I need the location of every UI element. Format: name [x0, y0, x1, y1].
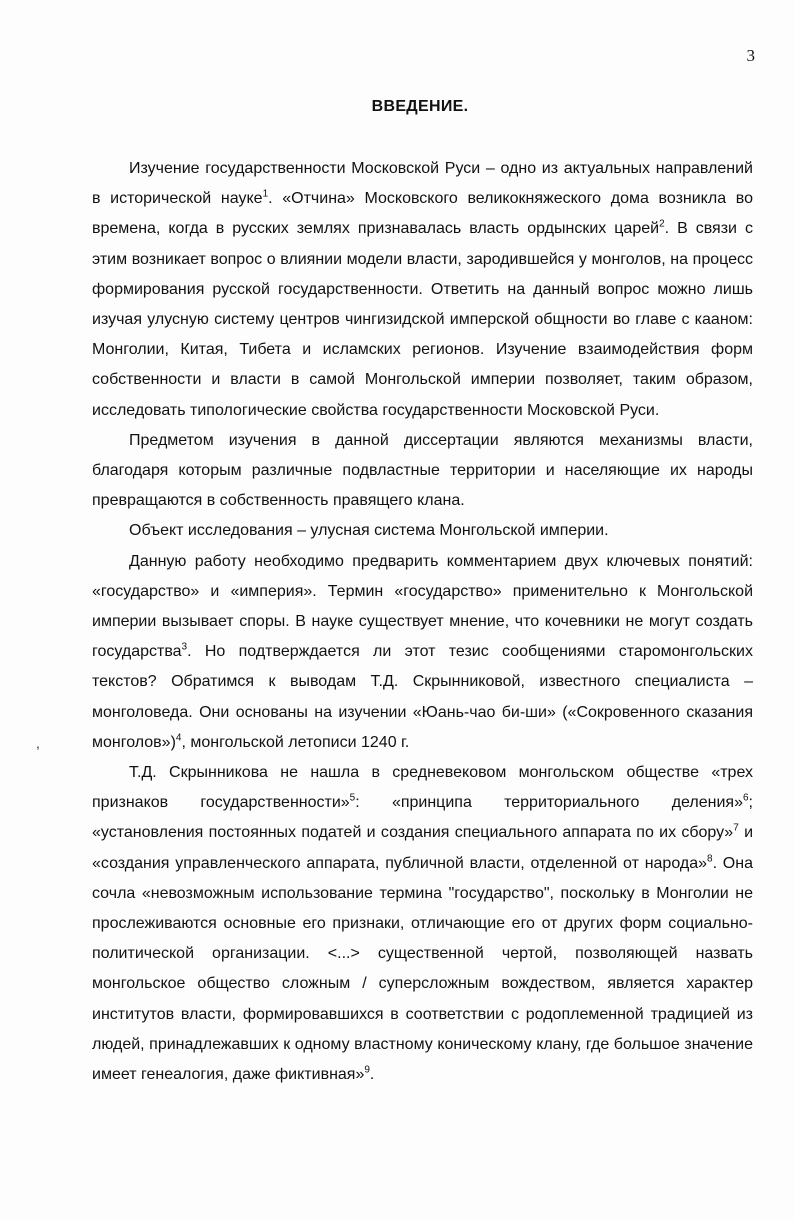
page-number: 3: [746, 46, 755, 65]
text-run: Т.Д. Скрынникова не нашла в средневековом монгольском обществе «трех признаков государственности»: [92, 764, 753, 812]
footnote-ref: 4: [175, 732, 182, 744]
paragraph-4: [92, 547, 753, 758]
footnote-ref: 3: [181, 641, 188, 653]
text-run: Изучение государственности Московской Руси – одно из актуальных направлений в исторической науке: [92, 160, 753, 208]
text-run: и «создания управленческого аппарата, публичной власти, отделенной от народа»: [92, 824, 754, 872]
text-run: . «Отчина» Московского великокняжеского дома возникла во времена, когда в русских землях признавалась власть ордынских царей: [92, 190, 753, 238]
text-run: . Она сочла «невозможным использование термина "государство", поскольку в Монголии не прослеживаются основные его признаки, отличающие его от других форм социально-политической организации. <...> существенной чертой, позволяющей назвать монгольское общество сложным / суперсложным вождеством, является характер институтов власти, формировавшихся в соответствии с родоплеменной традицией из людей, принадлежавших к одному властному коническому клану, где большое значение имеет генеалогия, даже фиктивная»: [92, 854, 753, 1084]
text-run: . В связи с этим возникает вопрос о влиянии модели власти, зародившейся у монголов, на процесс формирования русской государственности. Ответить на данный вопрос можно лишь изучая улусную систему центров чингизидской имперской общности во главе с кааном: Монголии, Китая, Тибета и исламских регионов. Изучение взаимодействия форм собственности и власти в самой Монгольской империи позволяет, таким образом, исследовать типологические свойства государственности Московской Руси.: [92, 220, 753, 419]
paragraph-3: Объект исследования – улусная система Монгольской империи.: [129, 522, 609, 540]
footnote-ref: 5: [349, 792, 356, 804]
section-heading: ВВЕДЕНИЕ.: [371, 98, 469, 115]
text-run: . Но подтверждается ли этот тезис сообщениями старомонгольских текстов? Обратимся к выводам Т.Д. Скрынниковой, известного специалиста – монголоведа. Они основаны на изучении «Юань-чао би-ши» («Сокровенного сказания монголов»): [92, 643, 753, 751]
text-run: ; «установления постоянных податей и создания специального аппарата по их сбору»: [92, 794, 753, 842]
paragraph-1: [92, 154, 753, 426]
margin-mark: ,: [36, 735, 40, 751]
paragraph-5: [92, 758, 753, 1090]
footnote-ref: 7: [733, 823, 739, 835]
footnote-ref: 1: [262, 188, 269, 200]
footnote-ref: 2: [659, 219, 665, 231]
body-text: [92, 154, 753, 1090]
footnote-ref: 8: [707, 853, 713, 865]
footnote-ref: 6: [742, 792, 749, 804]
text-run: , монгольской летописи 1240 г.: [181, 733, 410, 751]
footnote-ref: 9: [364, 1064, 370, 1076]
paragraph-2: Предметом изучения в данной диссертации являются механизмы власти, благодаря которым различные подвластные территории и населяющие их народы превращаются в собственность правящего клана.: [92, 431, 753, 510]
text-run: Данную работу необходимо предварить комментарием двух ключевых понятий: «государство» и «империя». Термин «государство» применительно к Монгольской империи вызывает споры. В науке существует мнение, что кочевники не могут создать государства: [92, 552, 753, 661]
text-run: .: [369, 1066, 375, 1084]
text-run: : «принципа территориального деления»: [355, 794, 743, 812]
